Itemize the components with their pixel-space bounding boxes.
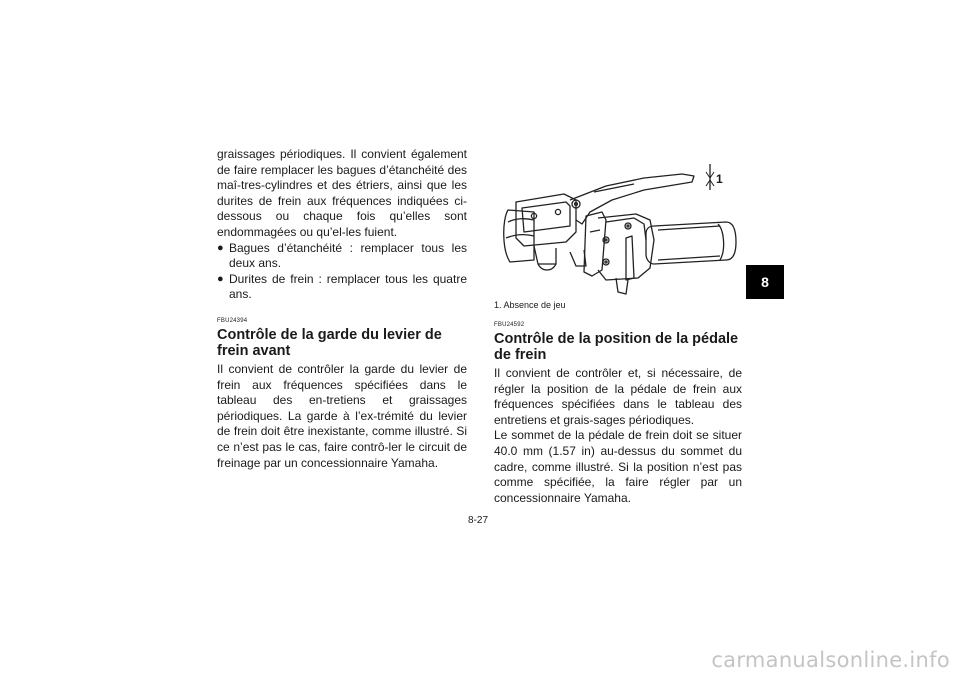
bullet-text: Durites de frein : remplacer tous les quatre ans. xyxy=(229,271,467,302)
chapter-tab: 8 xyxy=(746,265,784,299)
intro-paragraph: graissages périodiques. Il convient également de faire remplacer les bagues d’étanchéité des maî-tres-cylindres et des étriers, ainsi que les durites de frein aux fréquences indiquées ci-dessous ou chaque fois qu’elles sont endommagées ou qu’el-les fuient. xyxy=(217,147,467,239)
right-column xyxy=(494,300,742,506)
list-item xyxy=(217,272,467,303)
section-title: Contrôle de la garde du levier de frein avant xyxy=(217,326,442,359)
section-code: FBU24394 xyxy=(217,317,248,324)
figure-caption: 1. Absence de jeu xyxy=(494,300,566,310)
bullet-icon: ● xyxy=(217,241,224,254)
watermark: carmanualsonline.info xyxy=(711,648,950,672)
bullet-icon: ● xyxy=(217,272,224,285)
brake-lever-figure xyxy=(494,160,742,295)
page-number: 8-27 xyxy=(467,515,488,526)
section-paragraph: Il convient de contrôler et, si nécessaire, de régler la position de la pédale de frein aux fréquences spécifiées dans le tableau des entretiens et grais-sages périodiques. xyxy=(494,366,742,427)
callout-label: 1 xyxy=(716,172,723,186)
section-title: Contrôle de la position de la pédale de frein xyxy=(494,331,739,363)
list-item xyxy=(217,241,467,272)
section-paragraph: Le sommet de la pédale de frein doit se situer 40.0 mm (1.57 in) au-dessus du sommet du cadre, comme illustré. Si la position n’est pas comme spécifiée, la faire régler par un concessionnaire Yamaha. xyxy=(494,428,742,505)
section-code: FBU24592 xyxy=(494,322,525,328)
brake-lever-illustration xyxy=(494,160,742,295)
left-column xyxy=(217,147,467,471)
section-paragraph: Il convient de contrôler la garde du levier de frein aux fréquences spécifiées dans le tableau des en-tretiens et graissages périodiques. La garde à l’ex-trémité du levier de frein doit être inexistante, comme illustré. Si ce n’est pas le cas, faire contrô-ler le circuit de freinage par un concessionnaire Yamaha. xyxy=(217,361,467,470)
bullet-text: Bagues d’étanchéité : remplacer tous les deux ans. xyxy=(229,240,467,271)
